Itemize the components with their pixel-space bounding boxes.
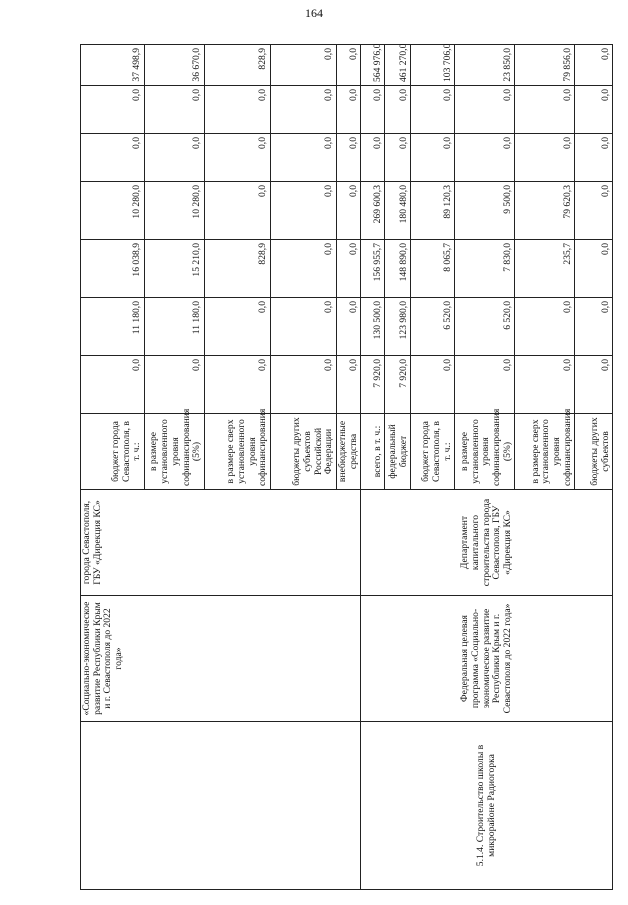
value-2019: 0,0 xyxy=(81,356,145,414)
value-total: 0,0 xyxy=(271,45,337,86)
value-2023: 0,0 xyxy=(337,134,361,182)
value-total: 79 856,0 xyxy=(515,45,575,86)
program-cell: «Социально-экономическое развитие Республики Крым и г. Севастополя до 2022 года» xyxy=(81,596,361,722)
value-2020: 11 180,0 xyxy=(145,298,205,356)
value-2019: 0,0 xyxy=(271,356,337,414)
value-2022: 0,0 xyxy=(271,182,337,240)
value-2022: 269 600,3 xyxy=(361,182,385,240)
value-2023: 0,0 xyxy=(385,134,411,182)
value-2020: 0,0 xyxy=(337,298,361,356)
table-row xyxy=(81,45,145,890)
value-2024: 0,0 xyxy=(81,86,145,134)
funding-source-cell: внебюджетные средства xyxy=(337,414,361,490)
value-2023: 0,0 xyxy=(361,134,385,182)
value-2021: 235,7 xyxy=(515,240,575,298)
value-2023: 0,0 xyxy=(575,134,613,182)
funding-source-cell: в размере установленного уровня софинансирования (5%) xyxy=(455,414,515,490)
executor-cell: города Севастополя, ГБУ «Дирекция КС» xyxy=(81,490,361,596)
value-2022: 0,0 xyxy=(205,182,271,240)
value-total: 828,9 xyxy=(205,45,271,86)
value-2023: 0,0 xyxy=(411,134,455,182)
value-total: 461 270,0 xyxy=(385,45,411,86)
funding-source-cell: в размере установленного уровня софинансирования (5%) xyxy=(145,414,205,490)
value-total: 36 670,0 xyxy=(145,45,205,86)
value-2024: 0,0 xyxy=(271,86,337,134)
value-2021: 8 065,7 xyxy=(411,240,455,298)
value-2020: 0,0 xyxy=(515,298,575,356)
value-2019: 0,0 xyxy=(515,356,575,414)
value-2024: 0,0 xyxy=(411,86,455,134)
executor-cell: Департамент капитального строительства города Севастополя, ГБУ «Дирекция КС» xyxy=(361,490,613,596)
value-2024: 0,0 xyxy=(455,86,515,134)
value-2023: 0,0 xyxy=(81,134,145,182)
table-row xyxy=(361,45,385,890)
value-2019: 7 920,0 xyxy=(361,356,385,414)
value-2024: 0,0 xyxy=(361,86,385,134)
value-2019: 0,0 xyxy=(575,356,613,414)
value-2020: 6 520,0 xyxy=(455,298,515,356)
value-2021: 828,9 xyxy=(205,240,271,298)
value-2022: 9 500,0 xyxy=(455,182,515,240)
funding-source-cell: бюджет города Севастополя, в т. ч.: xyxy=(81,414,145,490)
value-2024: 0,0 xyxy=(145,86,205,134)
value-2023: 0,0 xyxy=(515,134,575,182)
value-total: 0,0 xyxy=(337,45,361,86)
value-total: 0,0 xyxy=(575,45,613,86)
value-total: 23 850,0 xyxy=(455,45,515,86)
value-2022: 89 120,3 xyxy=(411,182,455,240)
description-cell: 5.1.4. Строительство школы в микрорайоне Радиогорка xyxy=(361,722,613,890)
value-2021: 0,0 xyxy=(337,240,361,298)
value-2021: 156 955,7 xyxy=(361,240,385,298)
value-2020: 0,0 xyxy=(271,298,337,356)
funding-source-cell: в размере сверх установленного уровня софинансирования xyxy=(205,414,271,490)
value-2024: 0,0 xyxy=(205,86,271,134)
value-2020: 6 520,0 xyxy=(411,298,455,356)
description-cell xyxy=(81,722,361,890)
funding-source-cell: всего, в т. ч.: xyxy=(361,414,385,490)
value-2022: 10 280,0 xyxy=(145,182,205,240)
funding-source-cell: в размере сверх установленного уровня софинансирования xyxy=(515,414,575,490)
budget-table xyxy=(80,44,613,890)
value-total: 103 706,0 xyxy=(411,45,455,86)
funding-source-cell: бюджеты других субъектов xyxy=(575,414,613,490)
value-2021: 148 890,0 xyxy=(385,240,411,298)
value-2022: 10 280,0 xyxy=(81,182,145,240)
page-number: 164 xyxy=(305,6,323,20)
value-2019: 0,0 xyxy=(337,356,361,414)
value-2023: 0,0 xyxy=(455,134,515,182)
value-2024: 0,0 xyxy=(337,86,361,134)
value-2023: 0,0 xyxy=(205,134,271,182)
funding-source-cell: федеральный бюджет xyxy=(385,414,411,490)
value-total: 564 976,0 xyxy=(361,45,385,86)
value-2021: 7 830,0 xyxy=(455,240,515,298)
funding-source-cell: бюджеты других субъектов Российской Федерации xyxy=(271,414,337,490)
value-2019: 0,0 xyxy=(145,356,205,414)
value-2020: 11 180,0 xyxy=(81,298,145,356)
value-2022: 0,0 xyxy=(575,182,613,240)
value-2020: 123 980,0 xyxy=(385,298,411,356)
value-2020: 130 500,0 xyxy=(361,298,385,356)
value-2019: 0,0 xyxy=(455,356,515,414)
program-cell: Федеральная целевая программа «Социально-экономическое развитие Республики Крым и г. Севастополя до 2022 года» xyxy=(361,596,613,722)
value-2020: 0,0 xyxy=(575,298,613,356)
value-total: 37 498,9 xyxy=(81,45,145,86)
value-2024: 0,0 xyxy=(385,86,411,134)
value-2021: 15 210,0 xyxy=(145,240,205,298)
value-2024: 0,0 xyxy=(515,86,575,134)
value-2019: 7 920,0 xyxy=(385,356,411,414)
value-2019: 0,0 xyxy=(411,356,455,414)
funding-source-cell: бюджет города Севастополя, в т. ч.: xyxy=(411,414,455,490)
value-2020: 0,0 xyxy=(205,298,271,356)
value-2024: 0,0 xyxy=(575,86,613,134)
rotated-table-area xyxy=(80,43,611,890)
value-2022: 79 620,3 xyxy=(515,182,575,240)
value-2021: 16 038,9 xyxy=(81,240,145,298)
value-2021: 0,0 xyxy=(575,240,613,298)
value-2019: 0,0 xyxy=(205,356,271,414)
value-2023: 0,0 xyxy=(145,134,205,182)
value-2022: 180 480,0 xyxy=(385,182,411,240)
value-2023: 0,0 xyxy=(271,134,337,182)
value-2021: 0,0 xyxy=(271,240,337,298)
value-2022: 0,0 xyxy=(337,182,361,240)
